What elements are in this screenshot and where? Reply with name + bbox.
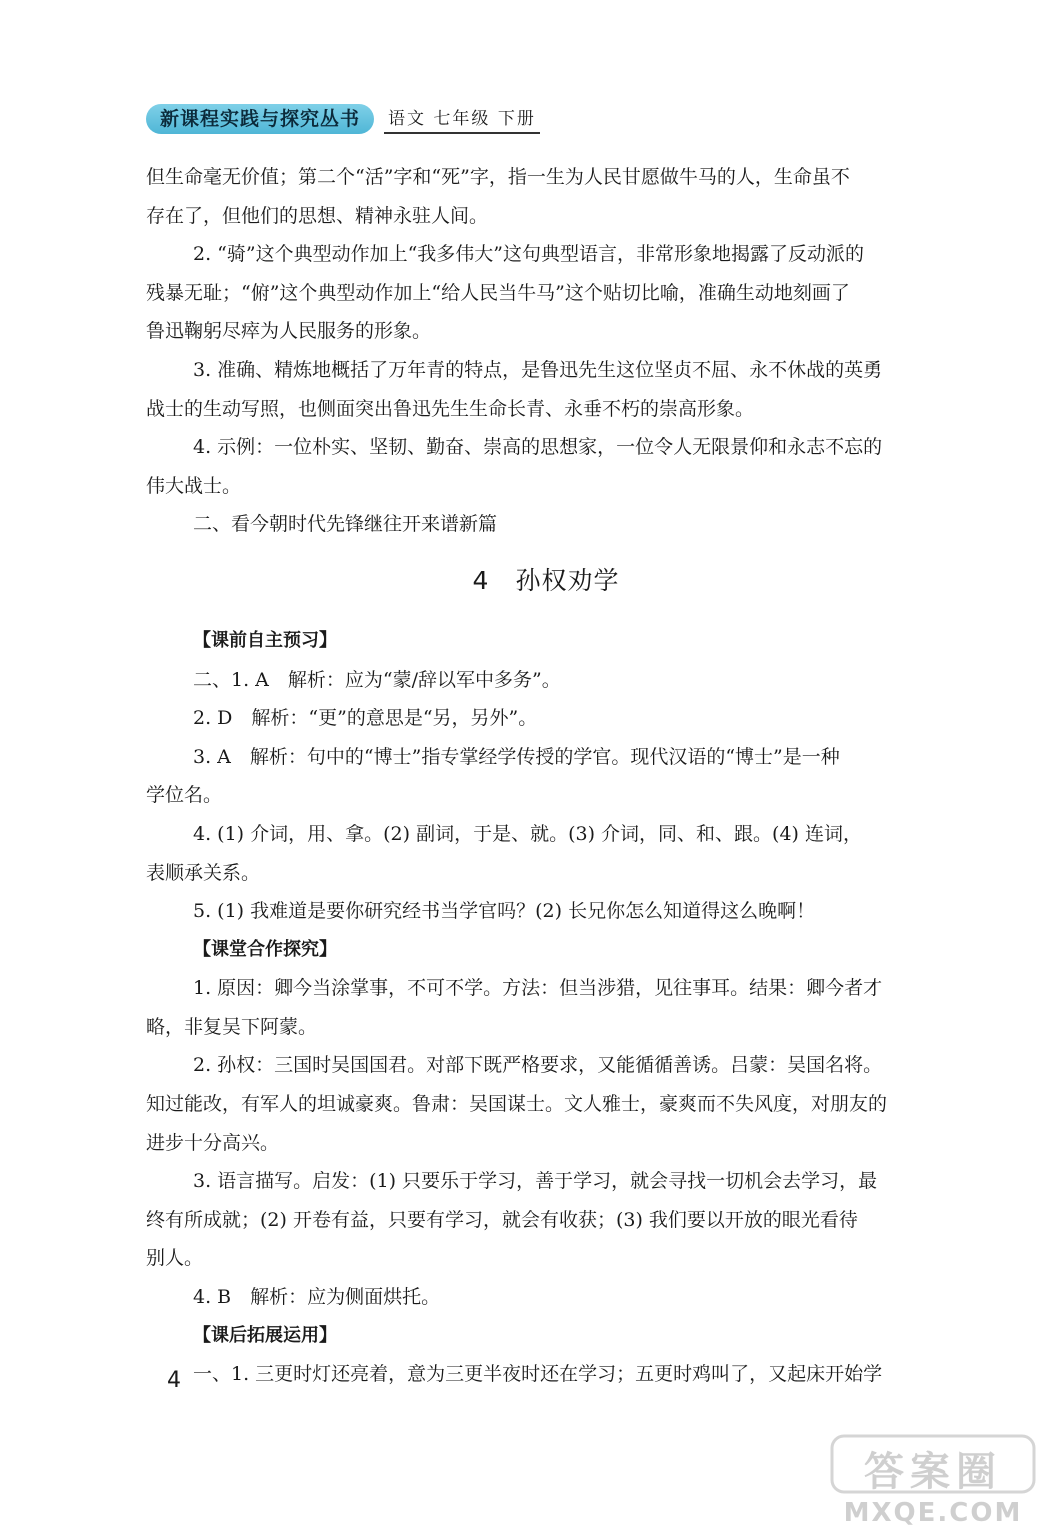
text-line: 伟大战士。 bbox=[146, 474, 242, 497]
text-line: 5. (1) 我难道是要你研究经书当学官吗？(2) 长兄你怎么知道得这么晚啊！ bbox=[193, 900, 816, 923]
text-line: 但生命毫无价值；第二个“活”字和“死”字，指一生为人民甘愿做牛马的人，生命虽不 bbox=[146, 166, 850, 188]
text-line: 3. 语言描写。启发：(1) 只要乐于学习，善于学习，就会寻找一切机会去学习，最 bbox=[193, 1170, 878, 1193]
text-line: 二、看今朝时代先锋继往开来谱新篇 bbox=[193, 513, 498, 536]
watermark-url: MXQE.COM bbox=[843, 1498, 1023, 1528]
series-badge: 新课程实践与探究丛书 bbox=[146, 104, 374, 134]
text-line: 战士的生动写照，也侧面突出鲁迅先生生命长青、永垂不朽的崇高形象。 bbox=[146, 397, 755, 420]
text-line: 二、1. A 解析：应为“蒙/辞以军中多务”。 bbox=[193, 668, 561, 691]
text-line: 2. 孙权：三国时吴国国君。对部下既严格要求，又能循循善诱。吕蒙：吴国名将。 bbox=[193, 1054, 883, 1077]
text-line: 鲁迅鞠躬尽瘁为人民服务的形象。 bbox=[146, 320, 432, 343]
text-line: 4. B 解析：应为侧面烘托。 bbox=[193, 1286, 441, 1309]
text-line: 终有所成就；(2) 开卷有益，只要有学习，就会有收获；(3) 我们要以开放的眼光看待 bbox=[146, 1208, 858, 1231]
text-line: 存在了，但他们的思想、精神永驻人间。 bbox=[146, 204, 489, 227]
page-number: 4 bbox=[167, 1368, 181, 1393]
text-line: 略，非复吴下阿蒙。 bbox=[146, 1015, 318, 1038]
text-line: 1. 原因：卿今当涂掌事，不可不学。方法：但当涉猎，见往事耳。结果：卿今者才 bbox=[193, 977, 883, 1000]
watermark-text: 答案圈 bbox=[864, 1449, 1002, 1495]
text-line: 4. (1) 介词，用、拿。(2) 副词，于是、就。(3) 介词，同、和、跟。(4) 连词， bbox=[193, 822, 862, 845]
text-line: 表顺承关系。 bbox=[146, 861, 261, 884]
watermark-logo bbox=[828, 1432, 1038, 1532]
text-line: 3. A 解析：句中的“博士”指专掌经学传授的学官。现代汉语的“博士”是一种 bbox=[193, 745, 840, 768]
text-line: 知过能改，有军人的坦诚豪爽。鲁肃：吴国谋士。文人雅士，豪爽而不失风度，对朋友的 bbox=[146, 1093, 888, 1116]
text-line: 进步十分高兴。 bbox=[146, 1131, 280, 1154]
text-line: 4. 示例：一位朴实、坚韧、勤奋、崇高的思想家，一位令人无限景仰和永志不忘的 bbox=[193, 436, 883, 459]
section-heading-explore: 【课堂合作探究】 bbox=[193, 938, 337, 960]
book-info: 语文 七年级 下册 bbox=[384, 108, 540, 134]
page-header bbox=[146, 104, 540, 134]
text-line: 一、1. 三更时灯还亮着，意为三更半夜时还在学习；五更时鸡叫了，又起床开始学 bbox=[193, 1363, 883, 1386]
lesson-title: 4 孙权劝学 bbox=[472, 565, 620, 595]
page-content bbox=[146, 158, 946, 1394]
text-line: 3. 准确、精炼地概括了万年青的特点，是鲁迅先生这位坚贞不屈、永不休战的英勇 bbox=[193, 358, 883, 381]
text-line: 别人。 bbox=[146, 1247, 204, 1270]
section-heading-preview: 【课前自主预习】 bbox=[193, 629, 337, 651]
text-line: 2. D 解析：“更”的意思是“另，另外”。 bbox=[193, 707, 538, 730]
section-heading-extend: 【课后拓展运用】 bbox=[193, 1324, 337, 1346]
text-line: 学位名。 bbox=[146, 784, 223, 807]
text-line: 2. “骑”这个典型动作加上“我多伟大”这句典型语言，非常形象地揭露了反动派的 bbox=[193, 243, 865, 266]
text-line: 残暴无耻；“俯”这个典型动作加上“给人民当牛马”这个贴切比喻，准确生动地刻画了 bbox=[146, 281, 850, 304]
